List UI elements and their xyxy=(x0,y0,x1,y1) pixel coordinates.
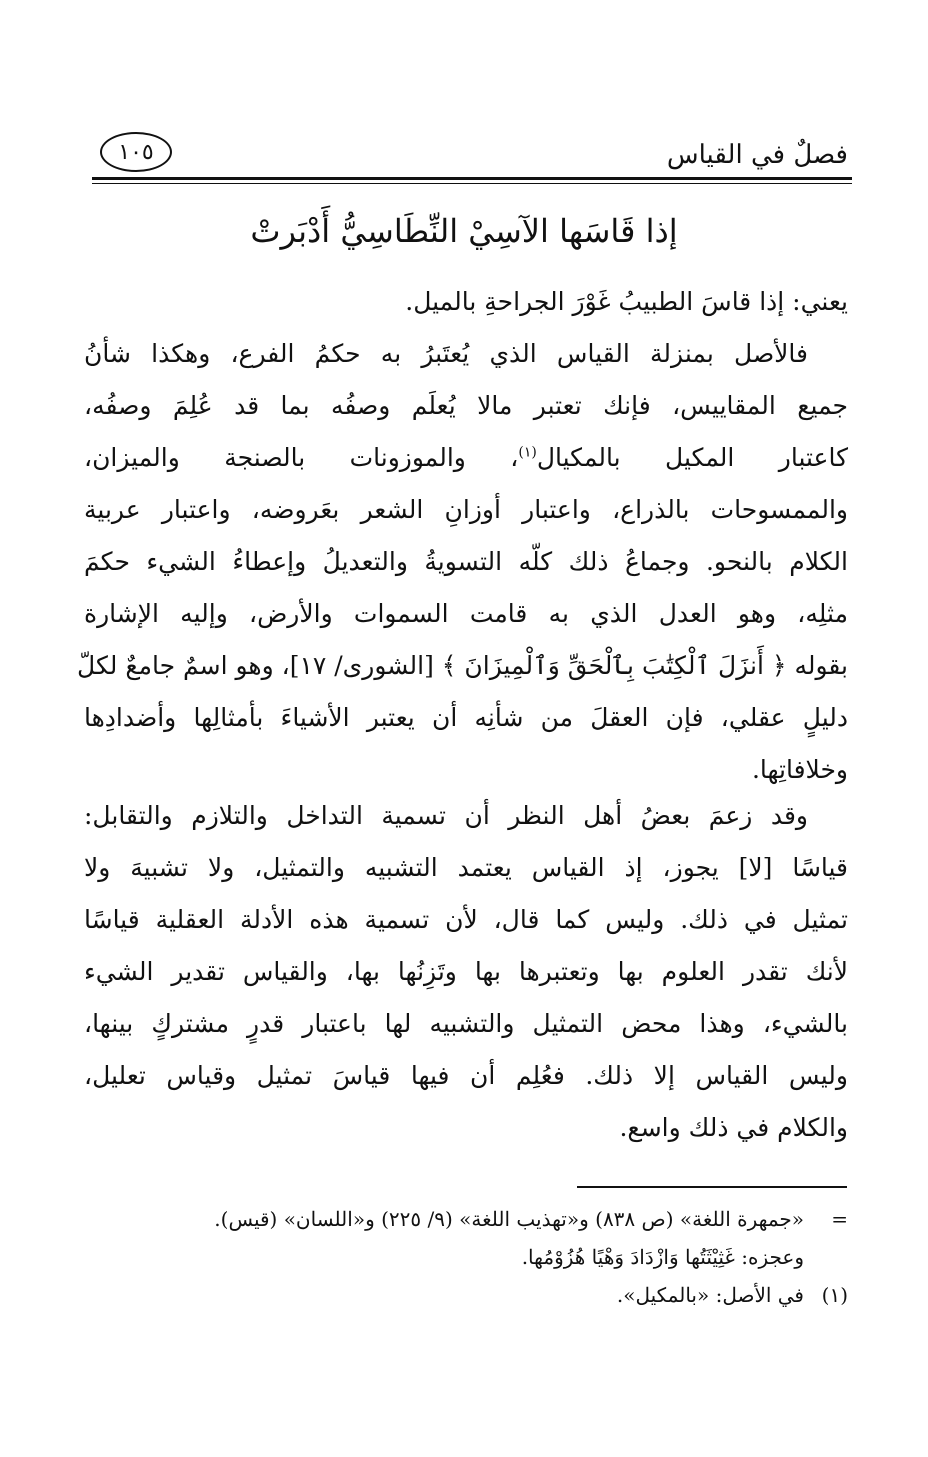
continuation-marker: = xyxy=(831,1207,848,1231)
page-number: ١٠٥ xyxy=(118,139,154,165)
footnote-continuation-line: وعجزه: غَثِيْثَتُها وَازْدَادَ وَهْيًا هُزُوْمُها. xyxy=(521,1245,804,1269)
text-line: الكلام بالنحو. وجماعُ ذلك كلّه التسويةُ والتعديلُ وإعطاءُ الشيء حكمَ xyxy=(84,547,848,576)
text-line: فالأصل بمنزلة القياس الذي يُعتَبرُ به حكمُ الفرع، وهكذا شأنُ xyxy=(84,339,808,368)
footnotes-section xyxy=(84,1200,848,1314)
running-header-title: فصلٌ في القياس xyxy=(666,140,848,170)
page-number-badge xyxy=(100,132,172,172)
text-line: وقد زعمَ بعضُ أهل النظر أن تسمية التداخل والتلازم والتقابل: xyxy=(84,801,808,830)
poetry-verse: إذا قَاسَها الآسِيْ النِّطَاسِيُّ أَدْبَرتْ xyxy=(250,212,678,250)
text-line: قياسًا [لا] يجوز، إذ القياس يعتمد التشبيه والتمثيل، ولا تشبيهَ ولا xyxy=(84,853,848,882)
text-line: والممسوحات بالذراع، واعتبار أوزانِ الشعر بعَروضه، واعتبار عربية xyxy=(84,495,848,524)
text-line: بالشيء، وهذا محض التمثيل والتشبيه لها باعتبار قدرٍ مشتركٍ بينها، xyxy=(84,1009,848,1038)
text-line: يعني: إذا قاسَ الطبيبُ غَوْرَ الجراحةِ بالميل. xyxy=(405,287,848,316)
paragraph-objection xyxy=(84,790,848,1154)
text-line-quran-verse: بقوله ﴿ أَنزَلَ ٱلْكِتَٰبَ بِٱلْحَقِّ وَٱلْمِيزَانَ ﴾ [الشورى/ ١٧]، وهو اسمٌ جامعٌ لكلّ xyxy=(77,651,848,680)
text-line: تمثيل في ذلك. وليس كما قال، لأن تسمية هذه الأدلة العقلية قياسًا xyxy=(84,905,848,934)
header-rule-thick xyxy=(92,177,852,180)
verse-explanation xyxy=(84,276,848,328)
text-line: دليلٍ عقلي، فإن العقلَ من شأنِه أن يعتبر الأشياءَ بأمثالِها وأضدادِها xyxy=(84,703,848,732)
text-line: والكلام في ذلك واسع. xyxy=(619,1113,848,1142)
text-line: جميع المقاييس، فإنك تعتبر مالا يُعلَم وصفُه بما قد عُلِمَ وصفُه، xyxy=(84,391,848,420)
text-line: وخلافاتِها. xyxy=(751,755,848,784)
text-line: مثلِه، وهو العدل الذي به قامت السموات والأرض، وإليه الإشارة xyxy=(84,599,848,628)
footnote-1: (١)في الأصل: «بالمكيل». xyxy=(84,1276,848,1314)
footnote-separator xyxy=(577,1186,847,1188)
text-line: لأنك تقدر العلوم بها وتعتبرها بها وتَزِنُها بها، والقياس تقدير الشيء xyxy=(84,957,848,986)
text-line: وليس القياس إلا ذلك. فعُلِم أن فيها قياسَ تمثيل وقياس تعليل، xyxy=(84,1061,848,1090)
footnote-marker: (١) xyxy=(821,1283,848,1307)
header-rule-thin xyxy=(92,183,852,184)
footnote-continuation: =«جمهرة اللغة» (ص ٨٣٨) و«تهذيب اللغة» (٩/ ٢٢٥) و«اللسان» (قيس). xyxy=(84,1200,848,1238)
paragraph-analogy xyxy=(77,328,848,796)
text-line: كاعتبار المكيل بالمكيال$^{(١)}$، والموزونات بالصنجة والميزان، xyxy=(84,443,848,472)
footnote-reference[interactable]: (١) xyxy=(518,444,537,461)
